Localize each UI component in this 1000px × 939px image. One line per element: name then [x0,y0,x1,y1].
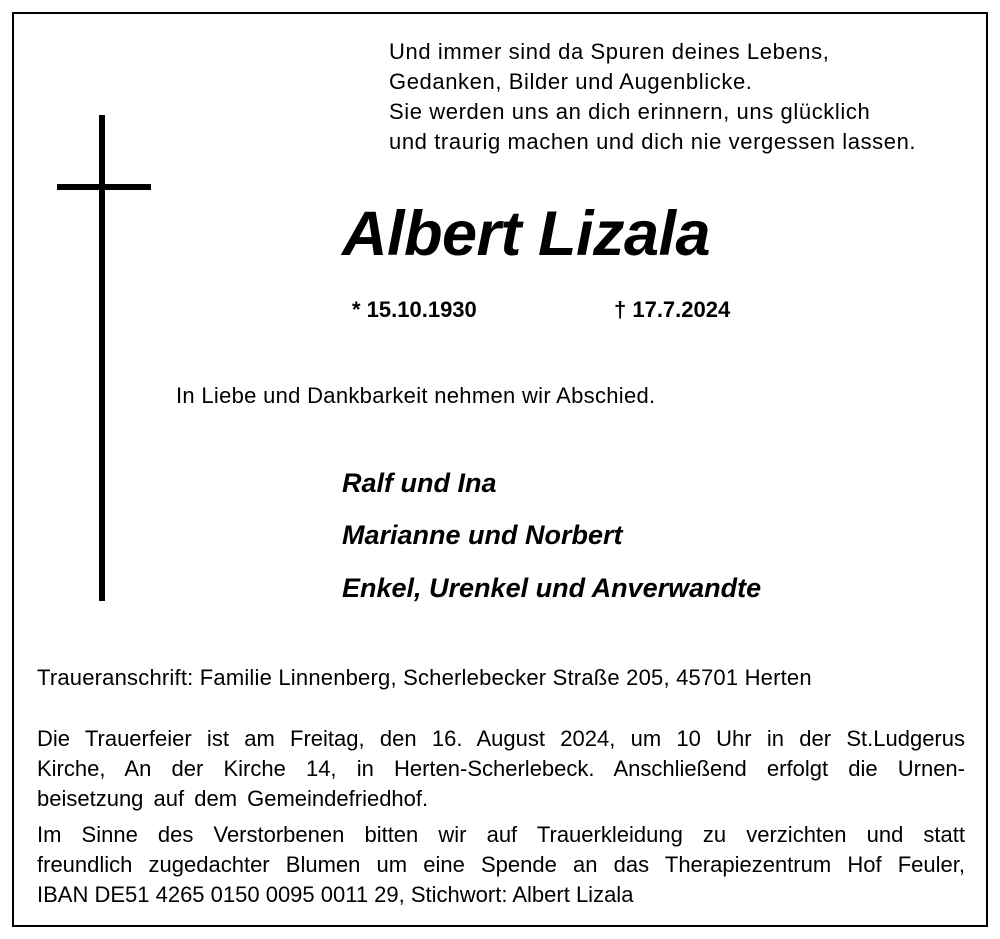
poem-line: Sie werden uns an dich erinnern, uns glücklich [389,99,871,124]
ceremony-paragraph [37,724,965,814]
farewell-text: In Liebe und Dankbarkeit nehmen wir Abschied. [176,383,656,408]
cross-horizontal-bar [57,184,151,190]
mourner-line: Enkel, Urenkel und Anverwandte [342,573,762,603]
donation-line: freundlich zugedachter Blumen um eine Spende an das Therapiezentrum Hof Feuler, [37,852,965,877]
ceremony-line: Die Trauerfeier ist am Freitag, den 16. August 2024, um 10 Uhr in der St.Ludgerus [37,726,965,751]
poem-line: und traurig machen und dich nie vergessen lassen. [389,129,917,154]
poem-line: Gedanken, Bilder und Augenblicke. [389,69,753,94]
poem-line: Und immer sind da Spuren deines Lebens, [389,39,830,64]
mourner-line: Marianne und Norbert [342,520,623,550]
donation-line: Im Sinne des Verstorbenen bitten wir auf Trauerkleidung zu verzichten und statt [37,822,965,847]
donation-line: IBAN DE51 4265 0150 0095 0011 29, Stichwort: Albert Lizala [37,882,634,907]
mourner-line: Ralf und Ina [342,468,497,498]
ceremony-line: beisetzung auf dem Gemeindefriedhof. [37,786,429,811]
birth-date: * 15.10.1930 [352,297,477,322]
deceased-name: Albert Lizala [342,199,711,269]
donation-paragraph [37,820,965,910]
poem [389,37,979,157]
death-date: † 17.7.2024 [614,297,731,322]
ceremony-line: Kirche, An der Kirche 14, in Herten-Scherlebeck. Anschließend erfolgt die Urnen- [37,756,965,781]
mourning-address: Traueranschrift: Familie Linnenberg, Scherlebecker Straße 205, 45701 Herten [37,665,812,690]
